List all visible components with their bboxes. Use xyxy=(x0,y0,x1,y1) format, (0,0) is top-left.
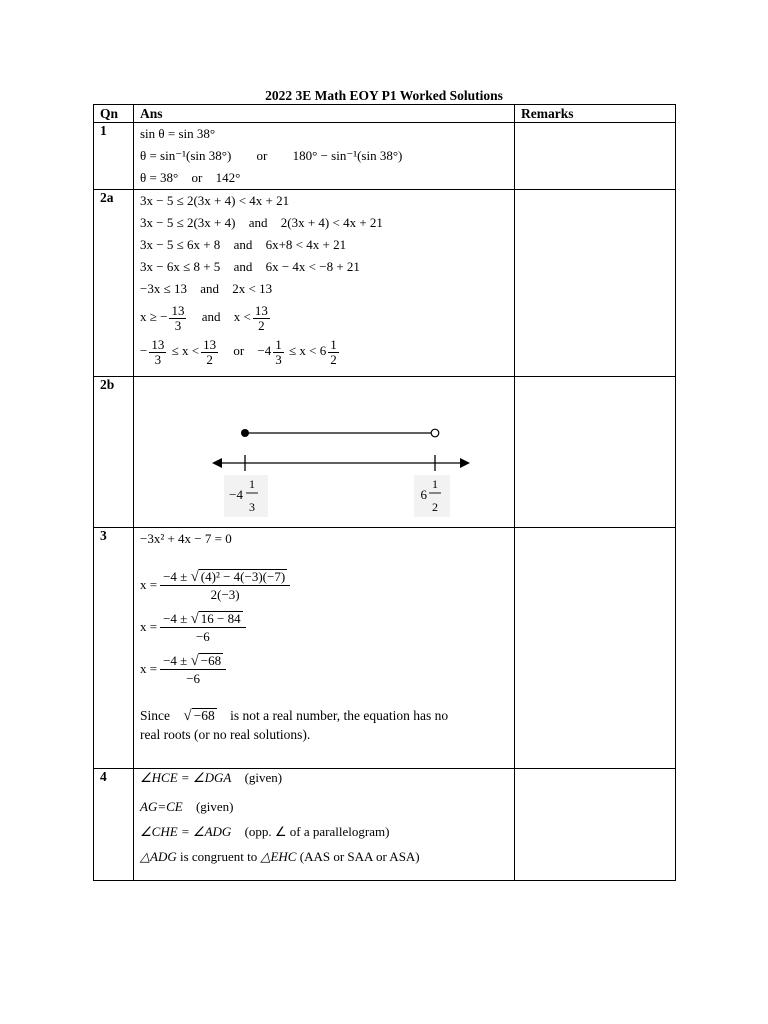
remarks-q2b xyxy=(515,377,676,528)
q3-since: Since xyxy=(140,708,170,723)
q3-frac-2: $\frac{-4 \pm √ 16 - 84}{-6}$ xyxy=(160,610,246,645)
q3-x1-den: 2(−3) xyxy=(210,586,240,602)
q4-l4d: (AAS or SAA or ASA) xyxy=(299,849,420,864)
q2a-l7-mid: ≤ x < xyxy=(171,343,200,358)
q2a-line-1: 3x − 5 ≤ 2(3x + 4) < 4x + 21 xyxy=(140,193,290,208)
q4-line-1 xyxy=(140,769,514,794)
remarks-q2a xyxy=(515,190,676,377)
q3-x2-lhs: x = xyxy=(140,619,158,634)
q2a-l4c: 6x − 4x < −8 + 21 xyxy=(265,259,360,274)
q2a-line-3 xyxy=(140,234,514,256)
q2a-l6-den2: 2 xyxy=(258,317,265,333)
q2a-l4b: and xyxy=(233,259,253,274)
open-endpoint xyxy=(431,429,439,437)
q2a-line-6 xyxy=(140,300,514,334)
header-row xyxy=(94,105,676,123)
q3-frac-3: $\frac{-4 \pm √ -68}{-6}$ xyxy=(160,652,226,687)
q2a-l3b: and xyxy=(233,237,253,252)
q2a-l6-x: x < xyxy=(233,309,251,324)
q4-l2b: (given) xyxy=(195,799,234,814)
q2a-l6-num: 13 xyxy=(171,302,185,318)
page-title: 2022 3E Math EOY P1 Worked Solutions xyxy=(265,88,503,103)
left-tick-whole: −4 xyxy=(229,487,243,502)
q1-line-2 xyxy=(140,145,514,167)
q2a-l4a: 3x − 6x ≤ 8 + 5 xyxy=(140,259,221,274)
answer-q3 xyxy=(134,528,515,769)
q3-x1-num-pre: −4 ± xyxy=(163,568,188,584)
q4-l1b: (given) xyxy=(244,770,283,785)
q3-formula-1 xyxy=(140,566,514,604)
q1-l2b: or xyxy=(256,148,268,163)
q4-l1a: ∠HCE = ∠DGA xyxy=(140,770,232,785)
q3-since-radicand: −68 xyxy=(193,708,215,723)
q1-l2c: 180° − sin⁻¹(sin 38°) xyxy=(292,148,403,163)
header-qn: Qn xyxy=(94,105,134,123)
q3-x3-den: −6 xyxy=(186,670,201,686)
q1-l3c: 142° xyxy=(215,170,241,185)
q2a-l6-frac2 xyxy=(253,304,270,333)
q1-line-1: sin θ = sin 38° xyxy=(140,126,216,141)
right-tick-whole: 6 xyxy=(420,487,427,502)
remarks-q4 xyxy=(515,769,676,881)
left-arrowhead xyxy=(212,458,222,468)
q2a-l5a: −3x ≤ 13 xyxy=(140,281,187,296)
q4-l4b: is congruent to xyxy=(179,849,258,864)
q3-formula-2 xyxy=(140,608,514,646)
q2a-l6-frac1 xyxy=(169,304,186,333)
qn-3: 3 xyxy=(94,528,134,769)
q1-l2a: θ = sin⁻¹(sin 38°) xyxy=(140,148,232,163)
right-tick-num: 1 xyxy=(432,477,438,491)
qn-1: 1 xyxy=(94,123,134,190)
answer-q1 xyxy=(134,123,515,190)
q2a-l7-d1: 3 xyxy=(154,351,162,367)
q2a-l7-minus: − xyxy=(140,343,148,358)
q4-l2a: AG=CE xyxy=(140,799,183,814)
solutions-table xyxy=(93,104,676,881)
q2a-l6-num2: 13 xyxy=(254,302,268,318)
right-tick-den: 2 xyxy=(432,500,438,514)
header-ans: Ans xyxy=(134,105,515,123)
q2a-l7-frac1 xyxy=(149,338,166,367)
q2a-line-7 xyxy=(140,334,514,368)
q3-x3-lhs: x = xyxy=(140,661,158,676)
q2a-l7-n2: 13 xyxy=(203,336,217,352)
q4-l4a: △ADG xyxy=(140,849,177,864)
row-q1 xyxy=(94,123,676,190)
q2a-l7-bn1: 1 xyxy=(275,336,282,352)
number-line-diagram xyxy=(140,377,514,526)
q2a-l7-frac2 xyxy=(201,338,218,367)
q2a-l7-or: or xyxy=(233,343,245,358)
q2a-l6-pre: x ≥ − xyxy=(140,309,168,324)
q1-l3a: θ = 38° xyxy=(140,170,179,185)
q2a-l7-n1: 13 xyxy=(151,336,165,352)
q2a-l7-bd1: 3 xyxy=(275,351,282,367)
qn-4: 4 xyxy=(94,769,134,881)
q3-x2-den: −6 xyxy=(195,628,210,644)
q2a-line-5 xyxy=(140,278,514,300)
q4-line-2 xyxy=(140,794,514,819)
qn-2a: 2a xyxy=(94,190,134,377)
q2a-l7-d2: 2 xyxy=(206,351,213,367)
remarks-q1 xyxy=(515,123,676,190)
qn-2b: 2b xyxy=(94,377,134,528)
q3-formula-3 xyxy=(140,650,514,688)
answer-q4 xyxy=(134,769,515,881)
q2a-l5b: and xyxy=(200,281,219,296)
q3-x1-radicand: (4)² − 4(−3)(−7) xyxy=(200,568,286,584)
q2a-line-2 xyxy=(140,212,514,234)
remarks-q3 xyxy=(515,528,676,769)
q2a-l7-frac4 xyxy=(328,338,339,367)
q2a-l7-bmid: ≤ x < 6 xyxy=(289,343,327,358)
q2a-l7-bn2: 1 xyxy=(330,336,337,352)
row-q4 xyxy=(94,769,676,881)
q3-conclusion: Since √ −68 is not a real number, the equation has no real roots (or no real solutions). xyxy=(140,708,449,742)
q4-l4c: △EHC xyxy=(260,849,297,864)
q2a-l7-b1: −4 xyxy=(257,343,272,358)
q3-x3-num-pre: −4 ± xyxy=(163,652,188,668)
right-arrowhead xyxy=(460,458,470,468)
q3-x3-radicand: −68 xyxy=(200,652,222,668)
q2a-l7-bd2: 2 xyxy=(330,351,337,367)
q2a-l2c: 2(3x + 4) < 4x + 21 xyxy=(280,215,383,230)
q2a-l2a: 3x − 5 ≤ 2(3x + 4) xyxy=(140,215,236,230)
q2a-l3c: 6x+8 < 4x + 21 xyxy=(265,237,347,252)
q2a-l3a: 3x − 5 ≤ 6x + 8 xyxy=(140,237,221,252)
q3-x2-num-pre: −4 ± xyxy=(163,610,188,626)
q1-l3b: or xyxy=(191,170,203,185)
answer-q2b xyxy=(134,377,515,528)
left-tick-num: 1 xyxy=(249,477,255,491)
q3-equation: −3x² + 4x − 7 = 0 xyxy=(140,531,232,546)
q2a-l6-den: 3 xyxy=(174,317,182,333)
q3-since-text: is not a real number, the equation has no xyxy=(230,708,449,723)
q2a-line-4 xyxy=(140,256,514,278)
q1-line-3 xyxy=(140,167,514,189)
row-q3 xyxy=(94,528,676,769)
q2a-l7-frac3 xyxy=(273,338,284,367)
q4-line-4 xyxy=(140,844,514,869)
q3-x2-radicand: 16 − 84 xyxy=(200,610,241,626)
q3-since-text-2: real roots (or no real solutions). xyxy=(140,727,311,742)
q2a-l2b: and xyxy=(248,215,268,230)
row-q2b xyxy=(94,377,676,528)
header-remarks: Remarks xyxy=(515,105,676,123)
answer-q2a xyxy=(134,190,515,377)
q4-line-3 xyxy=(140,819,514,844)
left-tick-den: 3 xyxy=(249,500,255,514)
q3-frac-1: $\frac{\text{−4 ± √ (4)² − 4(−3)(−7)}}{2(-3)}$ xyxy=(160,568,290,603)
q4-l3b: (opp. ∠ of a parallelogram) xyxy=(244,824,390,839)
closed-endpoint xyxy=(241,429,249,437)
q3-x1-lhs: x = xyxy=(140,577,158,592)
row-q2a xyxy=(94,190,676,377)
q4-l3a: ∠CHE = ∠ADG xyxy=(140,824,232,839)
q2a-l5c: 2x < 13 xyxy=(232,281,273,296)
q2a-l6-and: and xyxy=(201,309,221,324)
